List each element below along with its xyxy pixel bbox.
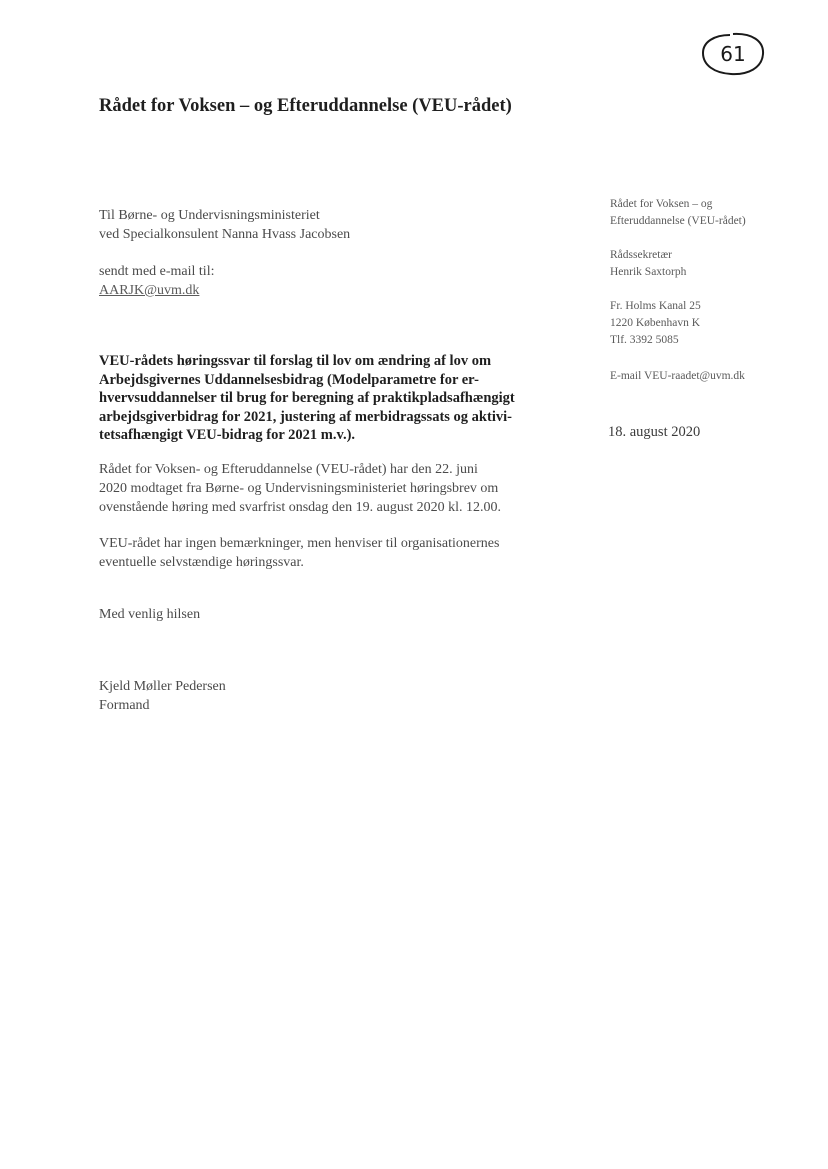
sidebar-address-2: 1220 København K — [610, 317, 701, 329]
subject-line: hvervsuddannelser til brug for beregning af praktikpladsafhængigt — [99, 390, 515, 406]
recipient-line-2: ved Specialkonsulent Nanna Hvass Jacobsen — [99, 227, 351, 242]
paragraph-line: Rådet for Voksen- og Efteruddannelse (VEU-rådet) har den 22. juni — [99, 462, 478, 477]
signer-name: Kjeld Møller Pedersen — [99, 679, 226, 694]
sidebar-name: Henrik Saxtorph — [610, 266, 687, 278]
subject-heading — [99, 352, 569, 445]
recipient-block — [99, 206, 350, 244]
body-paragraph-2 — [99, 534, 499, 572]
signature-block — [99, 677, 226, 715]
sidebar-org — [610, 196, 746, 230]
subject-line: tetsafhængigt VEU-bidrag for 2021 m.v.). — [99, 427, 356, 443]
sidebar-phone: Tlf. 3392 5085 — [610, 334, 679, 346]
recipient-email-link[interactable]: AARJK@uvm.dk — [99, 283, 200, 298]
paragraph-line: ovenstående høring med svarfrist onsdag den 19. august 2020 kl. 12.00. — [99, 500, 502, 515]
paragraph-line: VEU-rådet har ingen bemærkninger, men henviser til organisationernes — [99, 536, 500, 551]
sidebar-address-1: Fr. Holms Kanal 25 — [610, 300, 701, 312]
handwritten-page-number — [700, 30, 766, 78]
handwritten-number-text: 61 — [720, 42, 746, 66]
sidebar-org-line-1: Rådet for Voksen – og — [610, 198, 713, 210]
sidebar-contact — [610, 247, 686, 281]
org-title: Rådet for Voksen – og Efteruddannelse (VEU-rådet) — [99, 96, 512, 116]
closing-greeting: Med venlig hilsen — [99, 607, 201, 622]
sidebar-address — [610, 298, 701, 349]
sent-block — [99, 262, 214, 300]
body-paragraph-1 — [99, 460, 501, 517]
paragraph-line: eventuelle selvstændige høringssvar. — [99, 555, 304, 570]
sidebar-org-line-2: Efteruddannelse (VEU-rådet) — [610, 215, 746, 227]
sidebar-email[interactable]: E-mail VEU-raadet@uvm.dk — [610, 370, 745, 382]
sent-label: sendt med e-mail til: — [99, 264, 215, 279]
recipient-line-1: Til Børne- og Undervisningsministeriet — [99, 208, 320, 223]
subject-line: arbejdsgiverbidrag for 2021, justering af merbidragssats og aktivi- — [99, 408, 512, 425]
subject-line: VEU-rådets høringssvar til forslag til lov om ændring af lov om — [99, 353, 492, 369]
subject-line: Arbejdsgivernes Uddannelsesbidrag (Modelparametre for er- — [99, 371, 479, 388]
circled-number-mark — [700, 30, 766, 78]
sidebar-role: Rådssekretær — [610, 249, 672, 261]
letter-date: 18. august 2020 — [608, 424, 701, 440]
paragraph-line: 2020 modtaget fra Børne- og Undervisningsministeriet høringsbrev om — [99, 481, 499, 496]
signer-title: Formand — [99, 698, 150, 713]
